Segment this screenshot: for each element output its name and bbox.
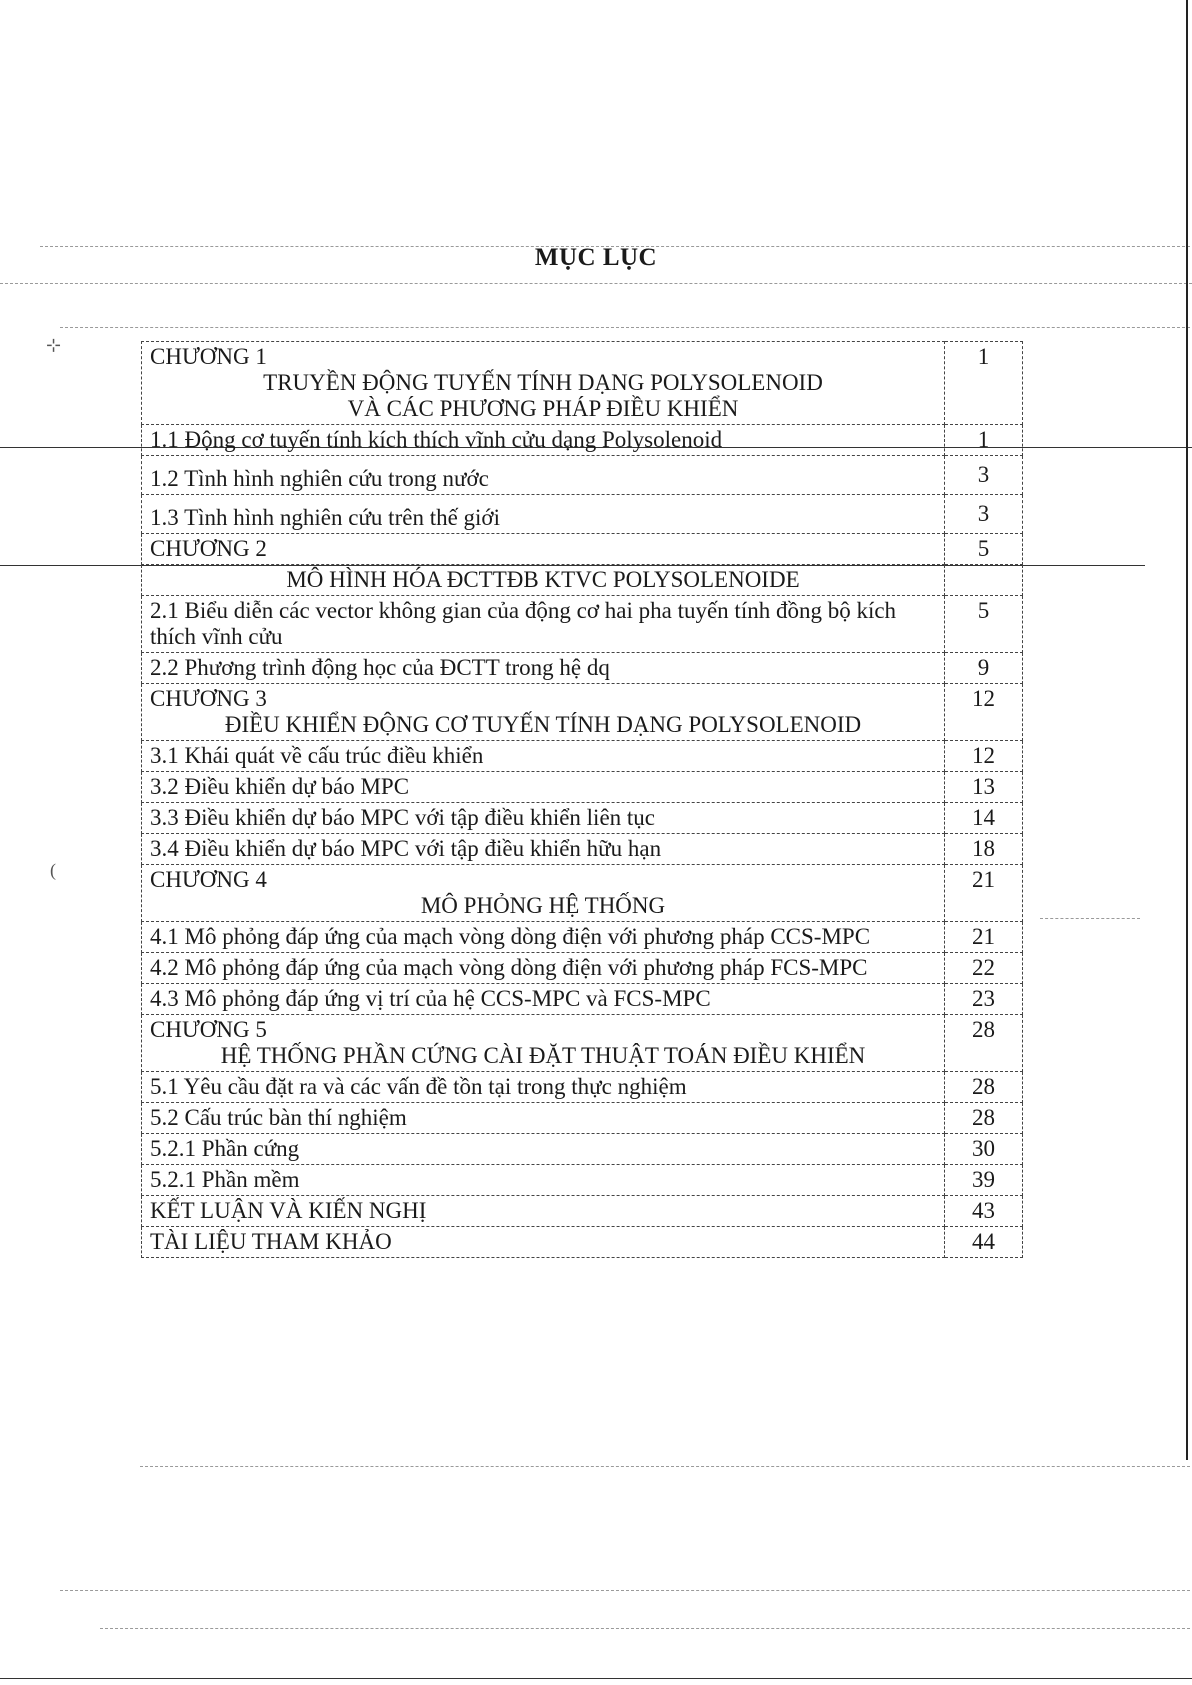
page-number: 12 [945, 684, 1023, 741]
toc-entry[interactable]: 5.2.1 Phần cứng [142, 1134, 945, 1165]
page-number-empty [945, 565, 1023, 596]
page-number: 9 [945, 653, 1023, 684]
toc-entry[interactable]: 2.1 Biểu diễn các vector không gian của động cơ hai pha tuyến tính đồng bộ kích thích vĩnh cửu [142, 596, 945, 653]
page-number: 21 [945, 922, 1023, 953]
scan-line [1040, 918, 1140, 919]
page-number: 28 [945, 1103, 1023, 1134]
toc-entry[interactable]: TÀI LIỆU THAM KHẢO [142, 1227, 945, 1258]
page-number: 1 [945, 342, 1023, 425]
toc-entry[interactable]: 5.1 Yêu cầu đặt ra và các vấn đề tồn tại trong thực nghiệm [142, 1072, 945, 1103]
toc-entry[interactable]: KẾT LUẬN VÀ KIẾN NGHỊ [142, 1196, 945, 1227]
toc-entry[interactable]: 3.4 Điều khiển dự báo MPC với tập điều khiển hữu hạn [142, 834, 945, 865]
page-number: 22 [945, 953, 1023, 984]
toc-entry[interactable]: 4.1 Mô phỏng đáp ứng của mạch vòng dòng điện với phương pháp CCS-MPC [142, 922, 945, 953]
toc-entry[interactable]: 2.2 Phương trình động học của ĐCTT trong hệ dq [142, 653, 945, 684]
scan-line [60, 327, 1190, 328]
chapter-heading: ĐIỀU KHIỂN ĐỘNG CƠ TUYẾN TÍNH DẠNG POLYSOLENOID [224, 712, 862, 737]
page-number: 21 [945, 865, 1023, 922]
page-number: 3 [945, 495, 1023, 534]
chapter-heading: VÀ CÁC PHƯƠNG PHÁP ĐIỀU KHIỂN [347, 396, 739, 421]
chapter-label: CHƯƠNG 2 [142, 534, 945, 565]
toc-chapter-row [142, 865, 1023, 922]
toc-chapter-cell [142, 1015, 945, 1072]
toc-entry-row [142, 1227, 1023, 1258]
page-number: 3 [945, 456, 1023, 495]
toc-chapter-row [142, 534, 1023, 565]
page-number: 5 [945, 596, 1023, 653]
toc-chapter-row [142, 1015, 1023, 1072]
chapter-heading: HỆ THỐNG PHẦN CỨNG CÀI ĐẶT THUẬT TOÁN ĐIỀU KHIỂN [220, 1043, 866, 1068]
toc-chapter-row [142, 342, 1023, 425]
scan-line [140, 1466, 1190, 1467]
toc-entry-row [142, 772, 1023, 803]
toc-entry-row [142, 425, 1023, 456]
toc-chapter-cell [142, 865, 945, 922]
page-number: 44 [945, 1227, 1023, 1258]
toc-entry[interactable]: 1.2 Tình hình nghiên cứu trong nước [142, 456, 945, 495]
toc-entry[interactable]: 5.2.1 Phần mềm [142, 1165, 945, 1196]
toc-entry[interactable]: 4.3 Mô phỏng đáp ứng vị trí của hệ CCS-MPC và FCS-MPC [142, 984, 945, 1015]
page-number: 5 [945, 534, 1023, 565]
toc-entry[interactable]: 1.1 Động cơ tuyến tính kích thích vĩnh cửu dạng Polysolenoid [142, 425, 945, 456]
toc-entry[interactable]: 3.1 Khái quát về cấu trúc điều khiển [142, 741, 945, 772]
toc-entry-row [142, 596, 1023, 653]
toc-entry-row [142, 495, 1023, 534]
scan-mark: ⊹ [46, 335, 62, 355]
toc-chapter-cell [142, 684, 945, 741]
toc-entry-row [142, 456, 1023, 495]
toc-entry-row [142, 741, 1023, 772]
toc-heading-row [142, 565, 1023, 596]
page-number: 43 [945, 1196, 1023, 1227]
page-number: 14 [945, 803, 1023, 834]
chapter-label: CHƯƠNG 5 [150, 1017, 267, 1042]
scan-line [60, 1590, 1190, 1591]
toc-entry-row [142, 953, 1023, 984]
scan-mark: ( [50, 860, 56, 880]
toc-entry-row [142, 922, 1023, 953]
scan-line [0, 283, 1192, 284]
page-number: 23 [945, 984, 1023, 1015]
chapter-label: CHƯƠNG 4 [150, 867, 267, 892]
scan-line [100, 1628, 1190, 1629]
toc-entry-row [142, 984, 1023, 1015]
toc-entry-row [142, 803, 1023, 834]
toc-entry[interactable]: 1.3 Tình hình nghiên cứu trên thế giới [142, 495, 945, 534]
toc-entry[interactable]: 4.2 Mô phỏng đáp ứng của mạch vòng dòng điện với phương pháp FCS-MPC [142, 953, 945, 984]
toc-entry-row [142, 1072, 1023, 1103]
page-number: 18 [945, 834, 1023, 865]
toc-entry-row [142, 1196, 1023, 1227]
toc-chapter-row [142, 684, 1023, 741]
page-title: MỤC LỤC [534, 244, 658, 271]
scan-edge [1186, 0, 1188, 1460]
page-number: 30 [945, 1134, 1023, 1165]
toc-entry-row [142, 1103, 1023, 1134]
toc-entry-row [142, 653, 1023, 684]
page-number: 28 [945, 1072, 1023, 1103]
page-number: 12 [945, 741, 1023, 772]
toc-entry-row [142, 1134, 1023, 1165]
toc-chapter-cell [142, 342, 945, 425]
toc-entry[interactable]: 3.3 Điều khiển dự báo MPC với tập điều khiển liên tục [142, 803, 945, 834]
page-number: 1 [945, 425, 1023, 456]
toc-entry[interactable]: 5.2 Cấu trúc bàn thí nghiệm [142, 1103, 945, 1134]
chapter-heading: MÔ PHỎNG HỆ THỐNG [420, 893, 666, 918]
toc-entry-row [142, 834, 1023, 865]
chapter-heading: MÔ HÌNH HÓA ĐCTTĐB KTVC POLYSOLENOIDE [142, 565, 945, 596]
page-number: 28 [945, 1015, 1023, 1072]
toc-entry[interactable]: 3.2 Điều khiển dự báo MPC [142, 772, 945, 803]
scan-line [0, 1678, 1192, 1679]
toc-entry-row [142, 1165, 1023, 1196]
chapter-label: CHƯƠNG 1 [150, 344, 267, 369]
page-number: 13 [945, 772, 1023, 803]
table-of-contents [141, 341, 1023, 1258]
page-number: 39 [945, 1165, 1023, 1196]
chapter-label: CHƯƠNG 3 [150, 686, 267, 711]
chapter-heading: TRUYỀN ĐỘNG TUYẾN TÍNH DẠNG POLYSOLENOID [263, 370, 823, 395]
